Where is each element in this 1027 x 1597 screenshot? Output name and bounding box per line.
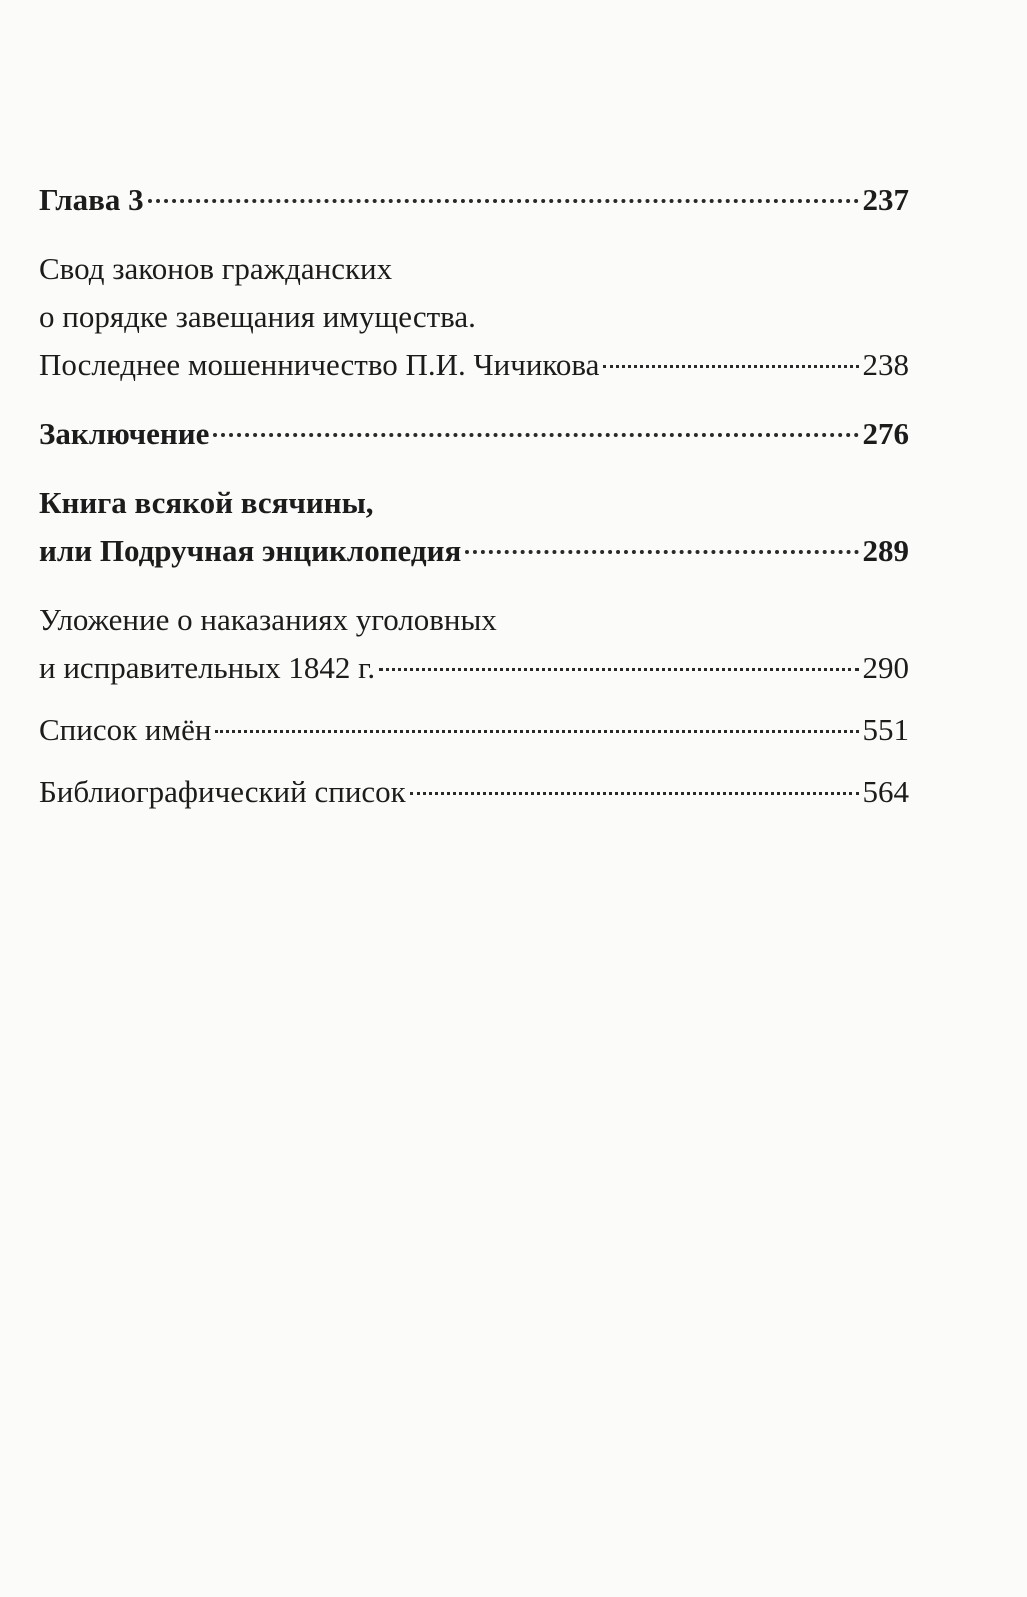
toc-entry-index-of-names (39, 706, 909, 754)
dot-leader (410, 792, 859, 795)
toc-entry-line (39, 768, 909, 816)
dot-leader (465, 550, 858, 554)
toc-entry-title-line: Свод законов гражданских (39, 251, 393, 286)
toc-entry-title: Последнее мошенничество П.И. Чичикова (39, 347, 600, 382)
toc-entry-bibliography (39, 768, 909, 816)
dot-leader (603, 365, 858, 368)
toc-page-number: 551 (862, 712, 909, 747)
toc-entry-title: Глава 3 (39, 182, 144, 217)
toc-entry-title: Список имён (39, 712, 212, 747)
toc-entry-title-line: Книга всякой всячины, (39, 485, 374, 520)
dot-leader (148, 199, 859, 203)
dot-leader (213, 433, 858, 437)
toc-entry-line (39, 410, 909, 458)
toc-entry-civil-code (39, 245, 909, 389)
toc-entry-title-line: Уложение о наказаниях уголовных (39, 602, 497, 637)
toc-entry-penal-code (39, 596, 909, 692)
toc-page-number: 238 (862, 347, 909, 382)
toc-entry-title-line: о порядке завещания имущества. (39, 299, 476, 334)
toc-entry-encyclopedia (39, 479, 909, 575)
toc-entry-line (39, 527, 909, 575)
toc-entry-title: и исправительных 1842 г. (39, 650, 376, 685)
dot-leader (215, 730, 858, 733)
toc-entry-title: Библиографический список (39, 774, 406, 809)
toc-entry-conclusion (39, 410, 909, 458)
toc-entry-line (39, 176, 909, 224)
toc-page-number: 276 (862, 416, 909, 451)
toc-page-number: 237 (862, 182, 909, 217)
toc-entry-line (39, 706, 909, 754)
toc-entry-line (39, 644, 909, 692)
toc-entry-title: или Подручная энциклопедия (39, 533, 462, 568)
toc-page-number: 564 (862, 774, 909, 809)
toc-entry-chapter-3 (39, 176, 909, 224)
toc-page-number: 289 (862, 533, 909, 568)
toc-page-number: 290 (862, 650, 909, 685)
table-of-contents (39, 176, 909, 816)
toc-entry-title: Заключение (39, 416, 210, 451)
toc-entry-line (39, 341, 909, 389)
dot-leader (379, 668, 858, 671)
